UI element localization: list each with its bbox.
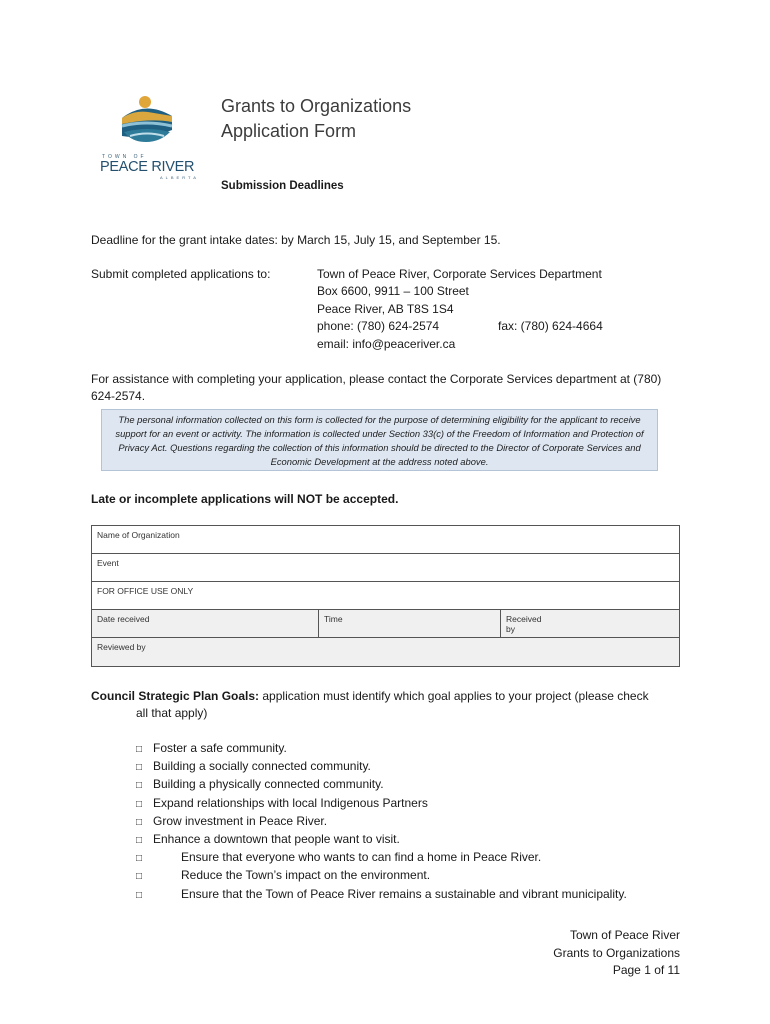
- checkbox-icon[interactable]: □: [136, 780, 143, 792]
- goal-label: Ensure that everyone who wants to can find a home in Peace River.: [181, 850, 542, 865]
- logo-alberta: ALBERTA: [160, 175, 199, 180]
- office-use-label: FOR OFFICE USE ONLY: [97, 586, 194, 596]
- checkbox-icon[interactable]: □: [136, 871, 143, 883]
- assistance-text: For assistance with completing your application, please contact the Corporate Services department at (780) 624-2574.: [91, 372, 662, 404]
- goal-item[interactable]: [136, 776, 696, 794]
- goals-heading-bold: Council Strategic Plan Goals:: [91, 689, 260, 703]
- office-details-row: [92, 610, 679, 638]
- town-logo: [100, 96, 200, 180]
- goal-label: Expand relationships with local Indigenous Partners: [153, 795, 428, 810]
- checkbox-icon[interactable]: □: [136, 889, 143, 901]
- goals-heading-rest: application must identify which goal applies to your project (please check: [259, 689, 649, 703]
- checkbox-icon[interactable]: □: [136, 762, 143, 774]
- received-by-cell: [500, 610, 542, 637]
- checkbox-icon[interactable]: □: [136, 798, 143, 810]
- goals-heading-line2: all that apply): [136, 706, 208, 721]
- address-box: Box 6600, 9911 – 100 Street: [317, 284, 469, 299]
- address-city: Peace River, AB T8S 1S4: [317, 301, 454, 316]
- address-fax: fax: (780) 624-4664: [498, 319, 603, 333]
- goal-item[interactable]: [136, 849, 696, 867]
- goal-label: Reduce the Town’s impact on the environment.: [181, 868, 431, 883]
- event-row[interactable]: [92, 554, 679, 582]
- address-org: Town of Peace River, Corporate Services Department: [317, 267, 602, 281]
- document-title: [221, 94, 411, 144]
- goal-item[interactable]: [136, 867, 696, 885]
- checkbox-icon[interactable]: □: [136, 835, 143, 847]
- event-label: Event: [97, 558, 119, 568]
- goal-item[interactable]: [136, 795, 696, 813]
- address-email: email: info@peaceriver.ca: [317, 336, 456, 351]
- office-use-row: [92, 582, 679, 610]
- date-received-label: Date received: [97, 614, 150, 624]
- checkbox-icon[interactable]: □: [136, 744, 143, 755]
- submission-deadlines-heading: Submission Deadlines: [221, 180, 344, 192]
- goal-item[interactable]: [136, 831, 696, 849]
- page-footer: [553, 927, 680, 980]
- strategic-goals-heading: [91, 688, 691, 723]
- time-cell: [318, 610, 343, 637]
- address-phone: phone: (780) 624-2574: [317, 319, 440, 334]
- reviewed-by-row: [92, 638, 679, 666]
- checkbox-icon[interactable]: □: [136, 816, 143, 828]
- title-line-2: Application Form: [221, 121, 357, 141]
- goals-list: [136, 740, 696, 904]
- logo-town-of: TOWN OF: [102, 154, 147, 160]
- checkbox-icon[interactable]: □: [136, 853, 143, 865]
- goal-label: Foster a safe community.: [153, 741, 287, 755]
- goal-label: Enhance a downtown that people want to visit.: [153, 832, 400, 847]
- organization-row[interactable]: [92, 526, 679, 554]
- footer-org: Town of Peace River: [569, 928, 680, 942]
- goal-label: Grow investment in Peace River.: [153, 813, 328, 828]
- goal-item[interactable]: [136, 813, 696, 831]
- goal-item[interactable]: [136, 758, 696, 776]
- received-by-label: Received by: [506, 614, 542, 634]
- goal-item[interactable]: [136, 886, 696, 904]
- title-line-1: Grants to Organizations: [221, 96, 412, 116]
- deadline-text: Deadline for the grant intake dates: by March 15, July 15, and September 15.: [91, 233, 501, 247]
- late-notice: Late or incomplete applications will NOT be accepted.: [91, 492, 399, 506]
- goal-label: Ensure that the Town of Peace River remains a sustainable and vibrant municipality.: [181, 886, 627, 901]
- time-label: Time: [324, 614, 343, 624]
- submit-address: [317, 266, 647, 353]
- goal-label: Building a socially connected community.: [153, 759, 371, 774]
- footer-doc: Grants to Organizations: [553, 945, 680, 960]
- privacy-notice: The personal information collected on this form is collected for the purpose of determining eligibility for the applicant to receive support for an event or activity. The information is collected under Section 33(c) of the Freedom of Information and Protection of Privacy Act. Questions regarding the collection of this information should be directed to the Director of Corporate Services and Economic Development at the address noted above.: [101, 409, 658, 471]
- application-form-table: [91, 525, 680, 667]
- logo-name: PEACE RIVER: [100, 159, 195, 175]
- footer-page-number: Page 1 of 11: [612, 963, 680, 977]
- goal-label: Building a physically connected community.: [153, 777, 384, 792]
- reviewed-by-label: Reviewed by: [97, 642, 146, 652]
- goal-item[interactable]: [136, 740, 696, 758]
- submit-label: Submit completed applications to:: [91, 267, 271, 281]
- organization-label: Name of Organization: [97, 530, 180, 540]
